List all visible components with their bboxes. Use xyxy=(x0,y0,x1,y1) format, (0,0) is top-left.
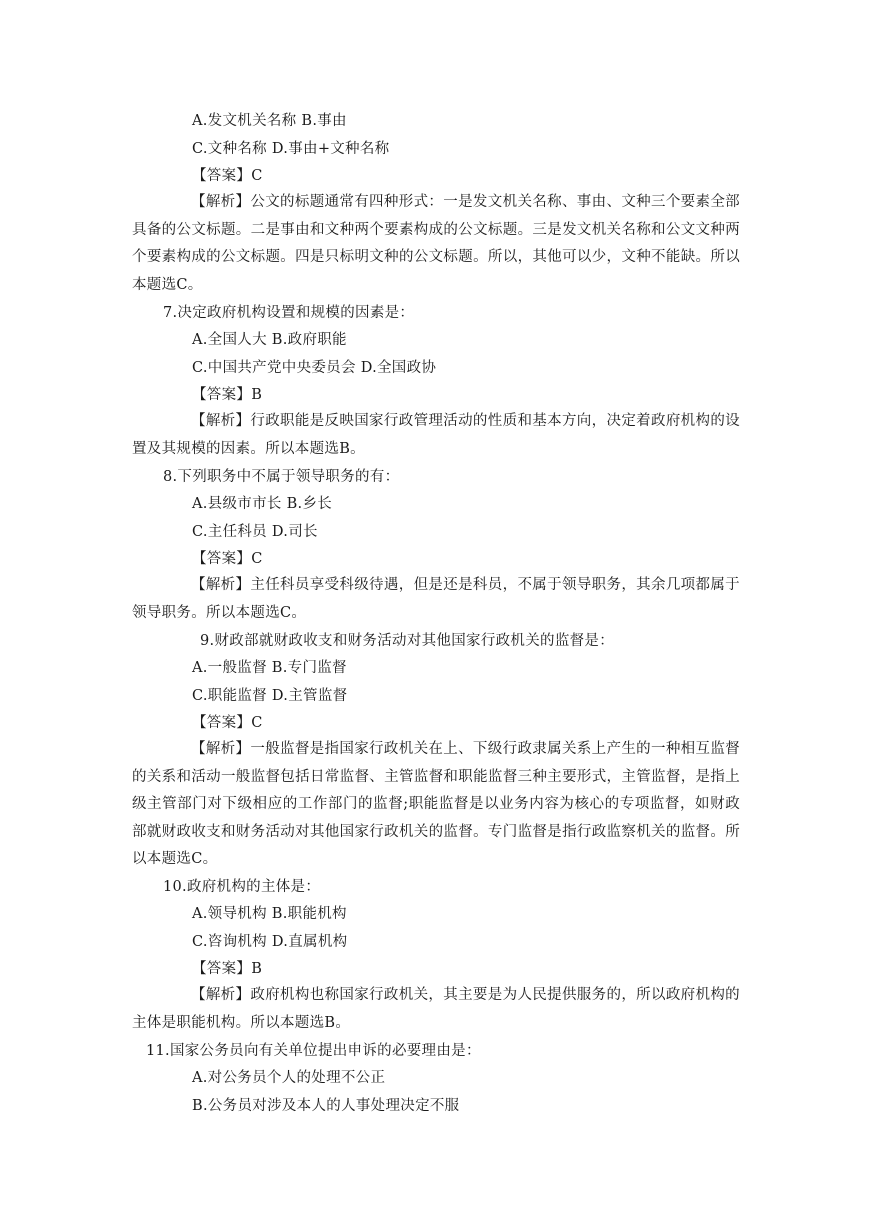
q6-options-ab: A.发文机关名称 B.事由 xyxy=(192,113,347,129)
q11-question: 11.国家公务员向有关单位提出申诉的必要理由是： xyxy=(146,1043,481,1059)
q8-options-cd: C.主任科员 D.司长 xyxy=(192,524,318,540)
q7-answer: 【答案】B xyxy=(192,387,263,403)
q7-options-cd: C.中国共产党中央委员会 D.全国政协 xyxy=(192,360,437,376)
q11-option-a: A.对公务员个人的处理不公正 xyxy=(192,1070,386,1086)
q8-options-ab: A.县级市市长 B.乡长 xyxy=(192,496,333,512)
q10-options-cd: C.咨询机构 D.直属机构 xyxy=(192,934,348,950)
q10-options-ab: A.领导机构 B.职能机构 xyxy=(192,906,347,922)
q10-analysis: 【解析】政府机构也称国家行政机关，其主要是为人民提供服务的，所以政府机构的主体是职能机构。所以本题选B。 xyxy=(132,987,740,1031)
q11-option-b: B.公务员对涉及本人的人事处理决定不服 xyxy=(192,1098,460,1114)
q8-analysis: 【解析】主任科员享受科级待遇，但是还是科员，不属于领导职务，其余几项都属于领导职务。所以本题选C。 xyxy=(132,577,740,621)
q9-answer: 【答案】C xyxy=(192,715,263,731)
q9-options-ab: A.一般监督 B.专门监督 xyxy=(192,660,347,676)
q9-analysis: 【解析】一般监督是指国家行政机关在上、下级行政隶属关系上产生的一种相互监督的关系和活动一般监督包括日常监督、主管监督和职能监督三种主要形式，主管监督，是指上级主管部门对下级相应的工作部门的监督;职能监督是以业务内容为核心的专项监督，如财政部就财政收支和财务活动对其他国家行政机关的监督。专门监督是指行政监察机关的监督。所以本题选C。 xyxy=(132,741,740,868)
q7-question: 7.决定政府机构设置和规模的因素是： xyxy=(163,305,415,321)
q8-answer: 【答案】C xyxy=(192,551,263,567)
q6-answer: 【答案】C xyxy=(192,168,263,184)
q8-question: 8.下列职务中不属于领导职务的有： xyxy=(163,469,400,485)
q9-question: 9.财政部就财政收支和财务活动对其他国家行政机关的监督是： xyxy=(200,633,615,649)
q6-options-cd: C.文种名称 D.事由+文种名称 xyxy=(192,141,390,157)
q9-options-cd: C.职能监督 D.主管监督 xyxy=(192,688,348,704)
q6-analysis: 【解析】公文的标题通常有四种形式：一是发文机关名称、事由、文种三个要素全部具备的公文标题。二是事由和文种两个要素构成的公文标题。三是发文机关名称和公文文种两个要素构成的公文标题。四是只标明文种的公文标题。所以，其他可以少，文种不能缺。所以本题选C。 xyxy=(132,194,740,293)
q7-analysis: 【解析】行政职能是反映国家行政管理活动的性质和基本方向，决定着政府机构的设置及其规模的因素。所以本题选B。 xyxy=(132,413,740,457)
q10-answer: 【答案】B xyxy=(192,961,263,977)
q7-options-ab: A.全国人大 B.政府职能 xyxy=(192,332,347,348)
q10-question: 10.政府机构的主体是： xyxy=(163,879,321,895)
